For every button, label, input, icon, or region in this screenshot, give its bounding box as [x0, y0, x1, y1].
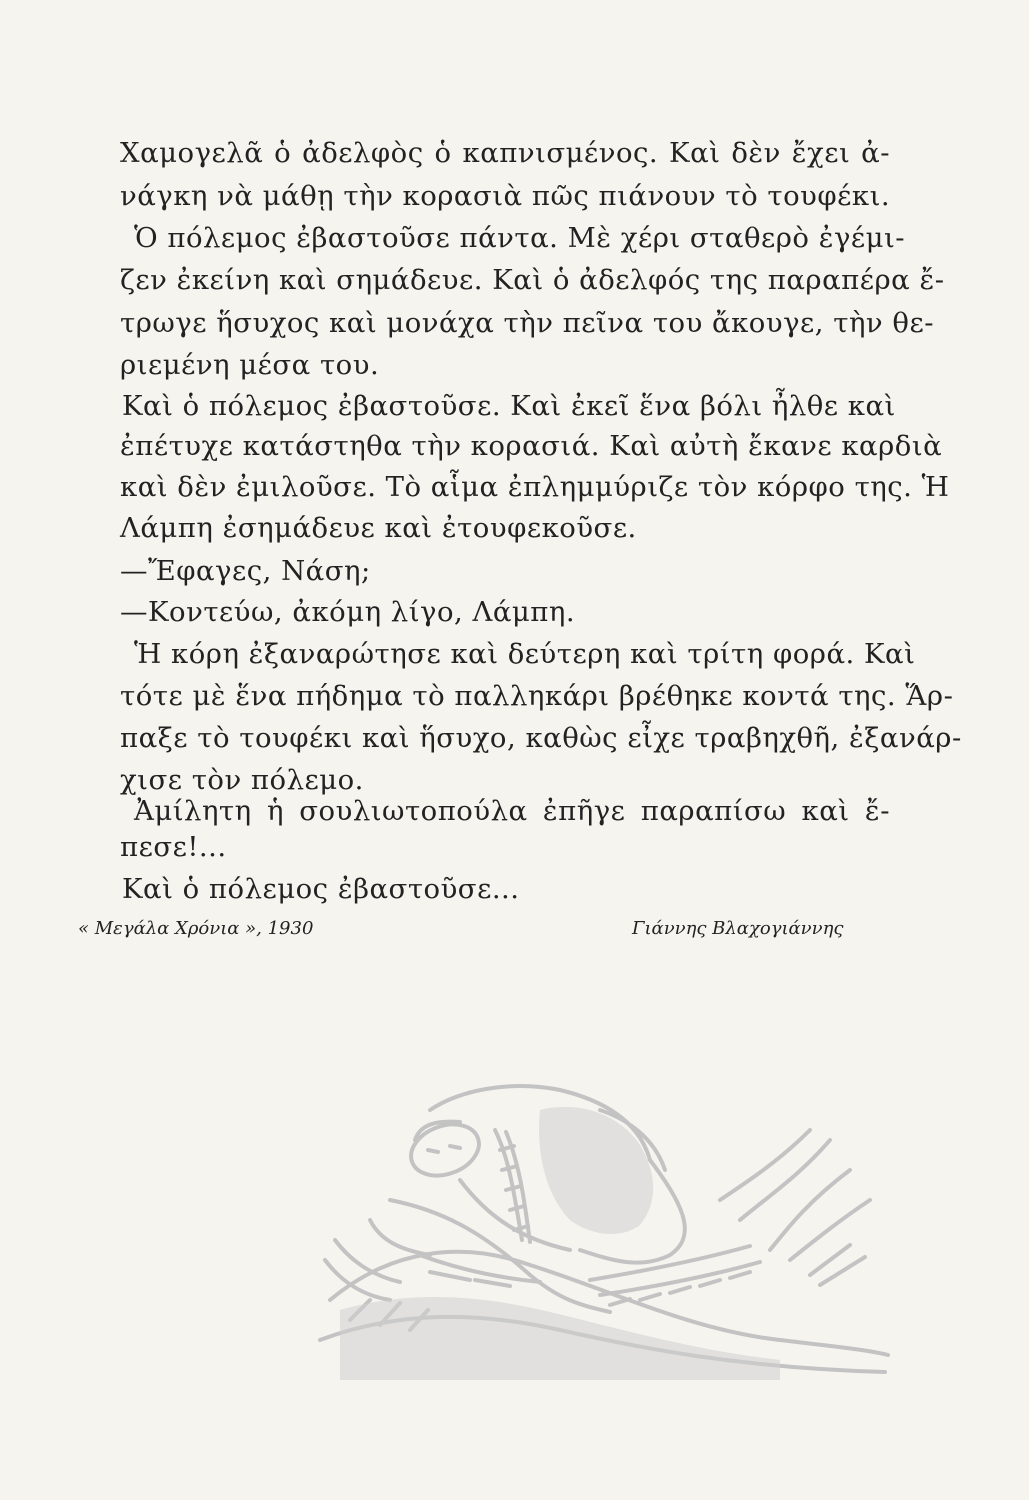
text-line: ζεν ἐκείνη καὶ σημάδευε. Καὶ ὁ ἀδελφός της παραπέρα ἔ-	[120, 264, 945, 296]
closing-line: Καὶ ὁ πόλεμος ἐβαστοῦσε...	[122, 873, 520, 905]
author-name: Γιάννης Βλαχογιάννης	[632, 918, 844, 939]
text-line: ἐπέτυχε κατάστηθα τὴν κορασιά. Καὶ αὐτὴ ἔκανε καρδιὰ	[120, 430, 943, 462]
text-line: τότε μὲ ἕνα πήδημα τὸ παλληκάρι βρέθηκε κοντά της. Ἅρ-	[120, 680, 954, 712]
text-line: νάγκη νὰ μάθῃ τὴν κορασιὰ πῶς πιάνουν τὸ τουφέκι.	[120, 180, 891, 212]
text-line: χισε τὸν πόλεμο.	[120, 764, 364, 796]
text-line: Λάμπη ἐσημάδευε καὶ ἐτουφεκοῦσε.	[120, 512, 637, 544]
text-line: τρωγε ἥσυχος καὶ μονάχα τὴν πεῖνα του ἄκουγε, τὴν θε-	[120, 307, 934, 339]
text-line: Χαμογελᾶ ὁ ἀδελφὸς ὁ καπνισμένος. Καὶ δὲν ἔχει ἀ-	[120, 137, 890, 169]
dialogue-line: —Ἔφαγες, Νάση;	[120, 555, 371, 587]
text-line: Ὁ πόλεμος ἐβαστοῦσε πάντα. Μὲ χέρι σταθερὸ ἐγέμι-	[134, 222, 906, 254]
text-line: Καὶ ὁ πόλεμος ἐβαστοῦσε. Καὶ ἐκεῖ ἕνα βόλι ἦλθε καὶ	[122, 390, 896, 422]
woodcut-illustration	[310, 1050, 890, 1380]
text-line: ριεμένη μέσα του.	[120, 349, 380, 381]
text-line: πεσε!...	[120, 831, 227, 863]
text-line: Ἀμίλητη ἡ σουλιωτοπούλα ἐπῆγε παραπίσω καὶ ἔ-	[134, 795, 890, 827]
text-line: Ἡ κόρη ἐξαναρώτησε καὶ δεύτερη καὶ τρίτη φορά. Καὶ	[134, 638, 916, 670]
text-line: καὶ δὲν ἐμιλοῦσε. Τὸ αἷμα ἐπλημμύριζε τὸν κόρφο της. Ἡ	[120, 471, 950, 503]
source-citation: « Μεγάλα Χρόνια », 1930	[78, 918, 314, 939]
text-line: παξε τὸ τουφέκι καὶ ἥσυχο, καθὼς εἶχε τραβηχθῆ, ἐξανάρ-	[120, 722, 962, 754]
dialogue-line: —Κοντεύω, ἀκόμη λίγο, Λάμπη.	[120, 596, 576, 628]
